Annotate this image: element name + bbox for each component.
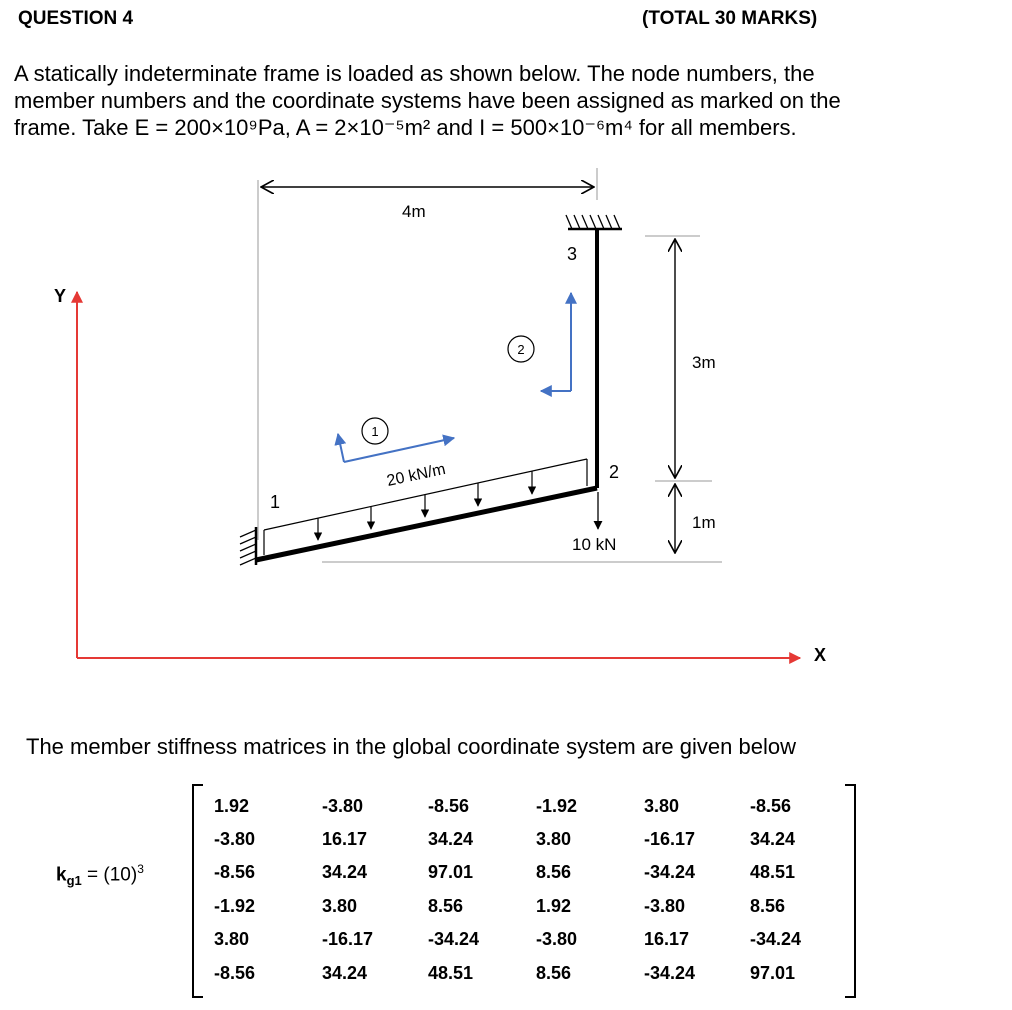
matrix-cell: -3.80 bbox=[536, 929, 578, 949]
problem-line: A statically indeterminate frame is loaded as shown below. The node numbers, the bbox=[14, 61, 815, 86]
matrix-cell: 97.01 bbox=[428, 862, 474, 882]
dim-3m-label: 3m bbox=[692, 353, 716, 372]
problem-line: member numbers and the coordinate systems have been assigned as marked on the bbox=[14, 88, 841, 113]
matrix-cell: -8.56 bbox=[214, 862, 256, 882]
matrix-cell: -16.17 bbox=[322, 929, 374, 949]
matrix-cell: -3.80 bbox=[214, 829, 256, 849]
matrix-cell: 3.80 bbox=[322, 896, 358, 916]
axis-x-label: X bbox=[814, 645, 827, 665]
member-1-number: 1 bbox=[371, 424, 379, 439]
matrix-cell: -8.56 bbox=[428, 796, 470, 816]
node-2-label: 2 bbox=[609, 462, 620, 482]
matrix-label bbox=[56, 862, 144, 888]
question-number: QUESTION 4 bbox=[18, 8, 134, 29]
matrix-cell: 34.24 bbox=[428, 829, 474, 849]
matrix-subscript: g1 bbox=[66, 873, 82, 889]
matrix-cell: 1.92 bbox=[536, 896, 572, 916]
member-2-number: 2 bbox=[517, 342, 525, 357]
matrix-cell: -34.24 bbox=[428, 929, 480, 949]
member-1-local-x-arrow bbox=[344, 438, 454, 462]
matrix-cell: -3.80 bbox=[644, 896, 686, 916]
udl-label: 20 kN/m bbox=[385, 460, 448, 490]
matrix-cell: 16.17 bbox=[322, 829, 368, 849]
matrix-bracket-right bbox=[845, 784, 856, 998]
matrix-cell: -1.92 bbox=[536, 796, 578, 816]
member-1-local-y-arrow bbox=[338, 434, 344, 462]
matrix-cell: 8.56 bbox=[536, 862, 572, 882]
matrix-cell: -34.24 bbox=[644, 862, 696, 882]
support-hatch-node-1 bbox=[240, 530, 256, 565]
matrix-cell: -8.56 bbox=[214, 963, 256, 983]
matrix-cell: 34.24 bbox=[750, 829, 796, 849]
matrix-cell: 34.24 bbox=[322, 862, 368, 882]
matrix-cell: -3.80 bbox=[322, 796, 364, 816]
matrix-cell: -34.24 bbox=[750, 929, 802, 949]
matrix-intro: The member stiffness matrices in the global coordinate system are given below bbox=[26, 734, 796, 759]
matrix-bracket-left bbox=[192, 784, 203, 998]
matrix-cell: 8.56 bbox=[536, 963, 572, 983]
dim-4m-label: 4m bbox=[402, 202, 426, 221]
frame-diagram bbox=[0, 160, 1012, 680]
node-1-label: 1 bbox=[270, 492, 281, 512]
matrix-equals: = (10) bbox=[81, 864, 138, 886]
problem-statement bbox=[14, 60, 994, 141]
matrix-cell: 8.56 bbox=[750, 896, 786, 916]
matrix-cell: 1.92 bbox=[214, 796, 250, 816]
total-marks: (TOTAL 30 MARKS) bbox=[642, 8, 818, 29]
stiffness-matrix bbox=[192, 784, 856, 1000]
matrix-cell: 48.51 bbox=[428, 963, 474, 983]
matrix-cell: 97.01 bbox=[750, 963, 796, 983]
member-1-beam bbox=[256, 488, 597, 560]
matrix-exponent: 3 bbox=[137, 862, 144, 876]
matrix-cell: 34.24 bbox=[322, 963, 368, 983]
matrix-cell: 3.80 bbox=[644, 796, 680, 816]
support-hatch-node-3 bbox=[566, 215, 620, 229]
dim-1m-label: 1m bbox=[692, 513, 716, 532]
matrix-cell: -16.17 bbox=[644, 829, 696, 849]
matrix-cell: 8.56 bbox=[428, 896, 464, 916]
matrix-cell: 3.80 bbox=[536, 829, 572, 849]
matrix-symbol: k bbox=[56, 864, 67, 886]
matrix-cell: -8.56 bbox=[750, 796, 792, 816]
problem-line: frame. Take E = 200×10⁹Pa, A = 2×10⁻⁵m² and I = 500×10⁻⁶m⁴ for all members. bbox=[14, 115, 797, 140]
matrix-cell: 3.80 bbox=[214, 929, 250, 949]
point-load-label: 10 kN bbox=[572, 535, 617, 554]
matrix-cell: 48.51 bbox=[750, 862, 796, 882]
matrix-cell: 16.17 bbox=[644, 929, 690, 949]
matrix-cell: -34.24 bbox=[644, 963, 696, 983]
axis-y-label: Y bbox=[54, 286, 67, 306]
node-3-label: 3 bbox=[567, 244, 578, 264]
matrix-cell: -1.92 bbox=[214, 896, 256, 916]
